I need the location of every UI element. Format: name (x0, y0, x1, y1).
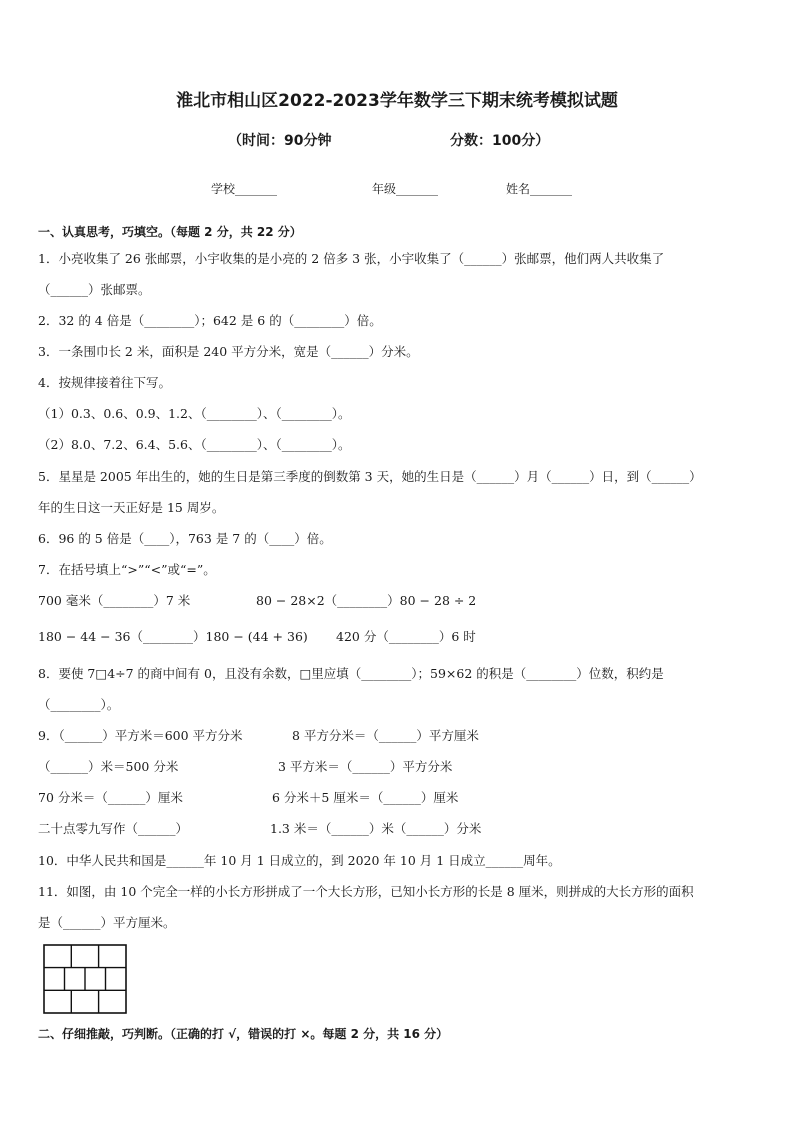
question-3: 3．一条围巾长 2 米，面积是 240 平方分米，宽是（______）分米。 (38, 344, 419, 359)
question-9-item-8: 1.3 米＝（______）米（______）分米 (270, 821, 482, 836)
question-5-line-1: 5．星星是 2005 年出生的，她的生日是第三季度的倒数第 3 天，她的生日是（______）月（______）日，到（______） (38, 469, 702, 484)
page-title: 淮北市相山区2022-2023学年数学三下期末统考模拟试题 (176, 91, 618, 111)
question-10: 10．中华人民共和国是______年 10 月 1 日成立的，到 2020 年 10 月 1 日成立______周年。 (38, 853, 561, 868)
question-6: 6．96 的 5 倍是（____），763 是 7 的（____）倍。 (38, 531, 332, 546)
question-1-line-1: 1．小亮收集了 26 张邮票，小宇收集的是小亮的 2 倍多 3 张，小宇收集了（______）张邮票，他们两人共收集了 (38, 251, 665, 266)
question-4-part-1: （1）0.3、0.6、0.9、1.2、（________）、（________）。 (38, 406, 351, 421)
rectangle-tiling-figure (43, 944, 127, 1014)
question-2: 2．32 的 4 倍是（________）；642 是 6 的（________）倍。 (38, 313, 382, 328)
name-field[interactable]: 姓名_______ (506, 182, 573, 196)
school-field[interactable]: 学校_______ (211, 182, 278, 196)
question-7-item-2: 80 − 28×2（________）80 − 28 ÷ 2 (256, 593, 477, 608)
question-7-item-4: 420 分（________）6 时 (336, 629, 476, 644)
question-9-item-6: 6 分米＋5 厘米＝（______）厘米 (272, 790, 459, 805)
question-11-line-1: 11．如图，由 10 个完全一样的小长方形拼成了一个大长方形，已知小长方形的长是 8 厘米，则拼成的大长方形的面积 (38, 884, 694, 899)
question-8-line-2: （________）。 (38, 697, 120, 712)
question-7-item-3: 180 − 44 − 36（________）180 − (44 + 36) (38, 629, 308, 644)
question-7-item-1: 700 毫米（________）7 米 (38, 593, 191, 608)
section-2-heading: 二、仔细推敲，巧判断。（正确的打 √，错误的打 ×。每题 2 分，共 16 分） (38, 1027, 449, 1041)
question-11-line-2: 是（______）平方厘米。 (38, 915, 176, 930)
question-9-item-4: 3 平方米＝（______）平方分米 (278, 759, 453, 774)
question-9-item-3: （______）米＝500 分米 (38, 759, 179, 774)
score-label: 分数：100分） (450, 133, 550, 149)
section-1-heading: 一、认真思考，巧填空。（每题 2 分，共 22 分） (38, 225, 302, 239)
question-9-item-7: 二十点零九写作（______） (38, 821, 189, 836)
question-9-item-1: 9．（______）平方米＝600 平方分米 (38, 728, 243, 743)
question-5-line-2: 年的生日这一天正好是 15 周岁。 (38, 500, 225, 515)
question-8-line-1: 8．要使 7□4÷7 的商中间有 0，且没有余数，□里应填（________）；59×62 的积是（________）位数，积约是 (38, 666, 664, 681)
time-label: （时间：90分钟 (228, 133, 332, 149)
question-1-line-2: （______）张邮票。 (38, 282, 151, 297)
question-9-item-5: 70 分米＝（______）厘米 (38, 790, 183, 805)
grade-field[interactable]: 年级_______ (372, 182, 439, 196)
question-4: 4．按规律接着往下写。 (38, 375, 171, 390)
question-7: 7．在括号填上“>”“<”或“=”。 (38, 562, 216, 577)
question-9-item-2: 8 平方分米＝（______）平方厘米 (292, 728, 479, 743)
question-4-part-2: （2）8.0、7.2、6.4、5.6、（________）、（________）。 (38, 437, 351, 452)
